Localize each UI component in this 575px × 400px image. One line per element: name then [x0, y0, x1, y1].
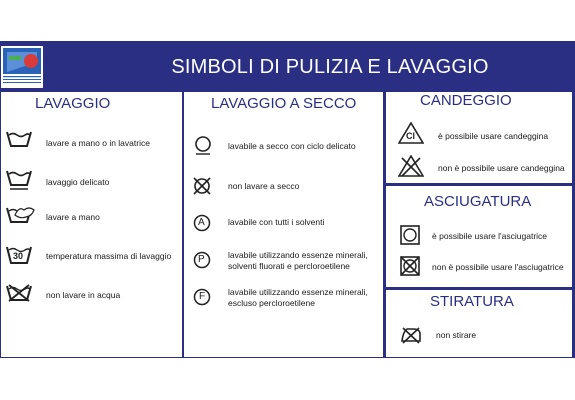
candeggio-title: CANDEGGIO	[420, 92, 512, 109]
do-not-wash-icon	[6, 284, 32, 307]
lavaggio-title: LAVAGGIO	[35, 95, 111, 112]
do-not-bleach-icon	[398, 155, 424, 182]
wash-temperature-label: 30	[13, 251, 24, 261]
list-item-label-line-2: escluso percloroetilene	[228, 298, 315, 308]
do-not-dry-clean-icon	[192, 177, 212, 200]
logo-mark	[1, 46, 43, 88]
tumble-dry-icon	[400, 225, 420, 250]
lavaggio-secco-panel	[184, 92, 383, 357]
stiratura-panel	[386, 290, 572, 357]
list-item-label: non lavare a secco	[228, 181, 300, 191]
asciugatura-panel	[386, 186, 572, 287]
list-item-label: lavare a mano o in lavatrice	[46, 138, 150, 148]
candeggio-panel	[386, 92, 572, 183]
list-item-label: non è possibile usare l'asciugatrice	[432, 262, 564, 272]
stiratura-title: STIRATURA	[430, 293, 514, 310]
list-item-label-line-2: solventi fluorati e percloroetilene	[228, 261, 350, 271]
dry-clean-delicate-icon	[194, 136, 212, 161]
list-item-label-line-1: lavabile utilizzando essenze minerali,	[228, 287, 368, 297]
lavaggio-panel	[1, 92, 182, 357]
wash-delicate-icon	[6, 169, 32, 196]
bleach-cl-icon	[398, 122, 424, 149]
list-item-label: è possibile usare candeggina	[438, 131, 549, 141]
solvent-letter: P	[198, 254, 205, 265]
list-item-label: lavabile a secco con ciclo delicato	[228, 141, 356, 151]
do-not-iron-icon	[400, 326, 422, 349]
wash-30-icon	[6, 245, 32, 270]
lavaggio-secco-title: LAVAGGIO A SECCO	[211, 95, 357, 112]
hand-wash-icon	[6, 204, 36, 229]
list-item-label: lavabile con tutti i solventi	[228, 217, 325, 227]
list-item-label-line-1: lavabile utilizzando essenze minerali,	[228, 250, 368, 260]
solvent-letter: F	[199, 291, 206, 302]
wash-tub-icon	[6, 130, 32, 153]
list-item-label: non lavare in acqua	[46, 290, 121, 300]
list-item-label: non è possibile usare candeggina	[438, 163, 565, 173]
asciugatura-title: ASCIUGATURA	[424, 193, 532, 210]
list-item-label: lavare a mano	[46, 212, 100, 222]
dry-clean-p-icon	[193, 251, 211, 274]
page-title: SIMBOLI DI PULIZIA E LAVAGGIO	[171, 56, 489, 78]
list-item-label: è possibile usare l'asciugatrice	[432, 231, 548, 241]
list-item-label: temperatura massima di lavaggio	[46, 251, 172, 261]
dry-clean-f-icon	[193, 288, 211, 311]
list-item-label: non stirare	[436, 330, 477, 340]
dry-clean-a-icon	[193, 214, 211, 237]
do-not-tumble-dry-icon	[400, 256, 420, 281]
solvent-letter: A	[198, 217, 205, 228]
quality-institute-logo	[1, 46, 43, 88]
list-item-label: lavaggio delicato	[46, 177, 110, 187]
bleach-letter: Cl	[406, 131, 415, 141]
